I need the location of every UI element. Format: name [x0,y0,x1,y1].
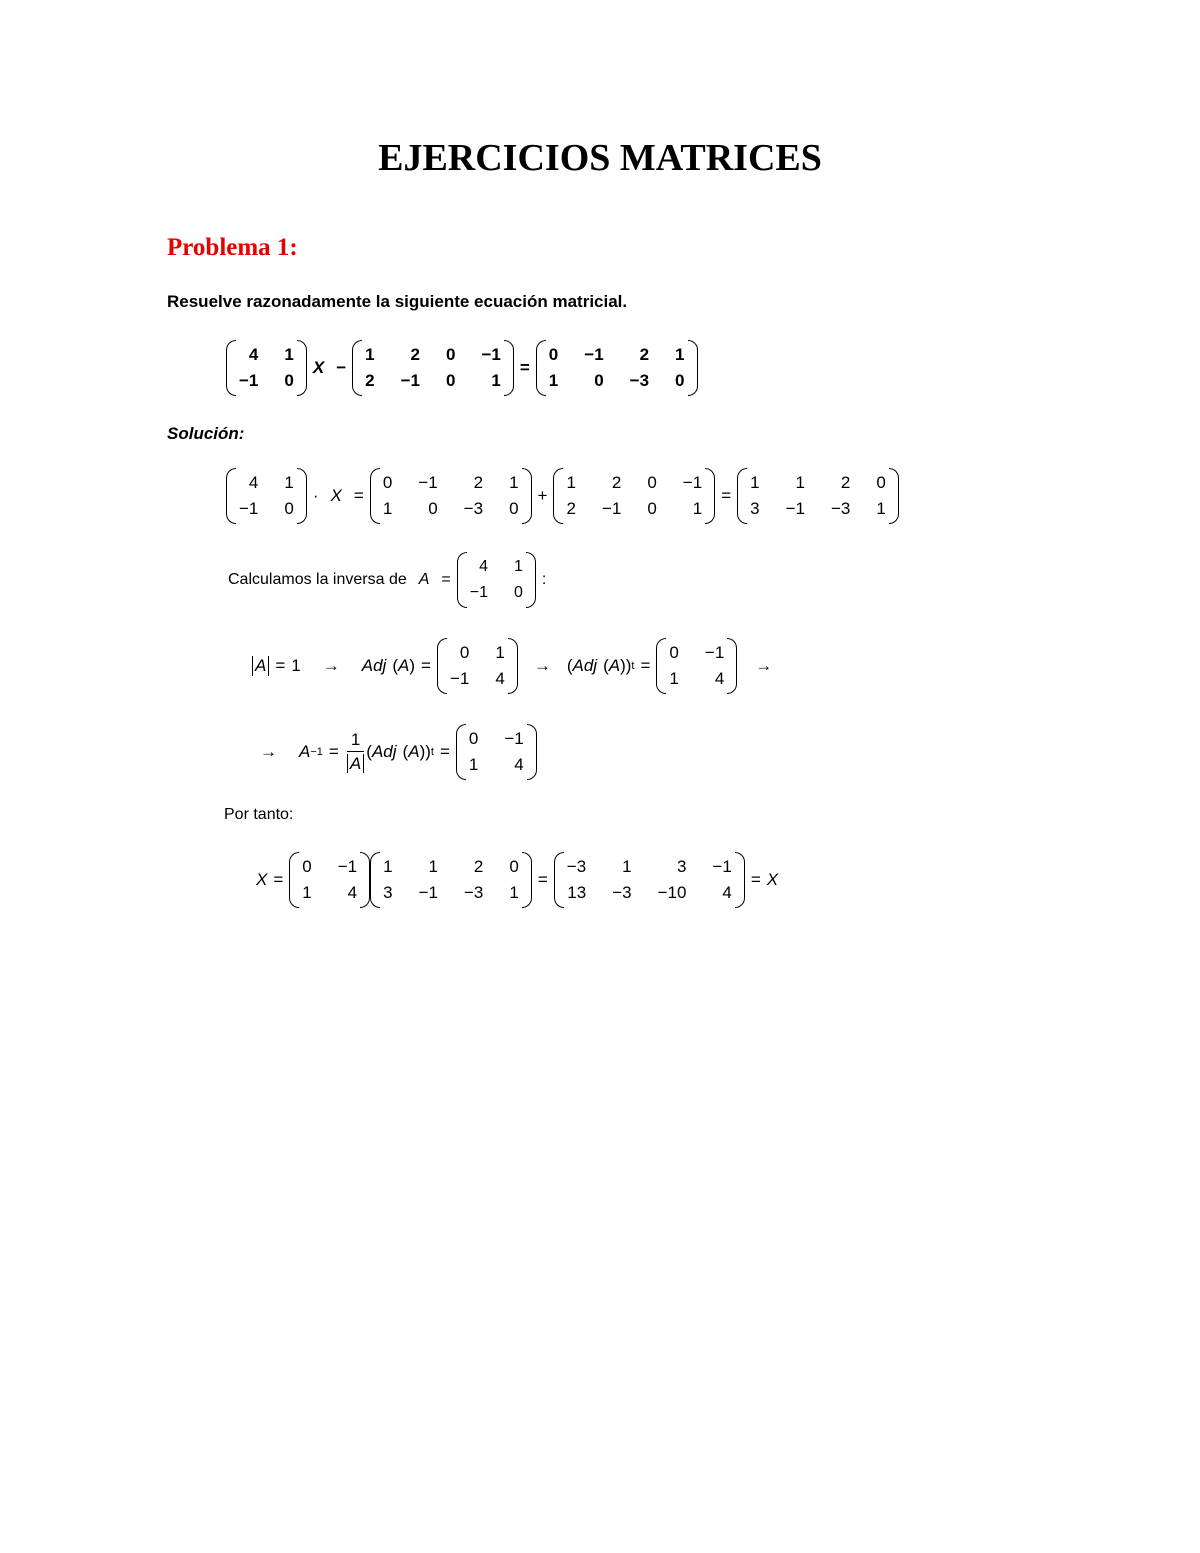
matrix-cell: 0 [302,857,312,876]
matrix [457,552,536,608]
matrix-body [236,340,297,396]
right-parenthesis [297,468,307,524]
matrix-cell: −3 [463,499,484,518]
original-equation [226,340,698,396]
matrix-cell: 1 [365,345,375,364]
matrix-cell: 1 [284,345,294,364]
variable-x: X [312,358,325,377]
matrix-cell: 1 [876,499,886,518]
matrix-body [546,340,688,396]
determinant-a: A [252,656,269,676]
matrix-cell: 1 [495,643,505,662]
matrix-cell: −1 [449,669,470,688]
left-parenthesis [226,468,236,524]
right-parenthesis [297,340,307,396]
minus-sign: − [336,358,347,377]
transpose-mark: t [430,746,434,758]
arrow-icon: → [260,742,277,761]
arrow-icon: → [755,656,773,675]
equals-sign: = [273,870,284,889]
matrix-cell: −1 [469,584,489,601]
matrix-cell: 1 [382,499,393,518]
matrix-cell: 4 [722,883,732,902]
matrix-cell: 2 [840,473,851,492]
left-parenthesis [370,852,380,908]
left-parenthesis [289,852,299,908]
fraction [347,729,364,776]
variable-a: A [418,571,430,588]
determinant-value: 1 [291,656,301,675]
matrix-cell: 4 [248,345,259,364]
matrix-cell: 1 [514,558,523,575]
variable-x: X [256,870,268,889]
matrix-cell: 0 [647,473,657,492]
right-parenthesis [360,852,370,908]
paren-open: ( [392,656,398,675]
left-parenthesis [370,468,380,524]
variable-a: A [608,656,621,675]
matrix-body [362,340,504,396]
inverse-formula [254,724,537,780]
matrix-cell: 1 [692,499,703,518]
matrix-cell: 4 [347,883,358,902]
matrix-cell: 2 [410,345,420,364]
matrix-cell: 1 [622,857,632,876]
matrix-cell: 3 [383,883,393,902]
matrix-cell: 13 [567,883,587,902]
inverse-exponent: −1 [310,746,323,758]
matrix [226,340,307,396]
matrix-body [380,468,522,524]
right-parenthesis [527,724,537,780]
paren-close: ) [409,656,416,675]
left-parenthesis [352,340,362,396]
variable-a: A [408,742,420,761]
paren-close: ) [625,656,632,675]
matrix-body [467,552,526,608]
matrix-cell: 0 [382,473,393,492]
matrix-cell: −1 [400,371,420,390]
paren-open: ( [603,656,609,675]
right-parenthesis [522,852,532,908]
matrix-cell: 2 [365,371,375,390]
matrix-cell: 0 [669,643,679,662]
arrow-icon: → [533,656,551,675]
adj-label: Adj [371,742,397,761]
matrix-cell: 0 [509,857,519,876]
matrix-cell: 4 [479,558,489,575]
matrix-cell: 1 [566,473,576,492]
matrix-body [747,468,889,524]
matrix-cell: 1 [795,473,805,492]
matrix-cell: −1 [481,345,501,364]
matrix-cell: −1 [337,857,358,876]
matrix-cell: 0 [514,584,523,601]
matrix-cell: 1 [675,345,685,364]
matrix-body [466,724,527,780]
determinant-a: A [347,754,364,773]
matrix-cell: −1 [712,857,732,876]
matrix-cell: −1 [704,643,725,662]
paren-close: ) [419,742,426,761]
equals-sign: = [439,742,450,761]
matrix [352,340,514,396]
matrix-cell: 0 [548,345,559,364]
inverse-text: Calculamos la inversa de [228,571,407,588]
left-parenthesis [457,552,467,608]
matrix-cell: 0 [446,371,456,390]
matrix-cell: −3 [830,499,851,518]
equals-sign: = [353,486,364,505]
variable-x: X [330,486,342,505]
matrix-cell: −1 [239,371,259,390]
right-parenthesis [889,468,899,524]
matrix-cell: 1 [669,669,679,688]
matrix-cell: 1 [491,371,501,390]
matrix-cell: 0 [509,499,519,518]
matrix-cell: −1 [504,729,524,748]
matrix-body [563,468,705,524]
paren-close: ) [620,656,626,675]
matrix [456,724,537,780]
equals-sign: = [640,656,651,675]
solution-label: Solución: [167,424,245,443]
matrix-cell: −3 [464,883,484,902]
matrix-cell: 2 [639,345,650,364]
adj-label: Adj [572,656,598,675]
left-parenthesis [554,852,564,908]
matrix [226,468,307,524]
matrix-cell: 0 [594,371,604,390]
matrix-cell: 0 [675,371,685,390]
page-title: EJERCICIOS MATRICES [378,137,822,179]
matrix-cell: 4 [514,755,524,774]
matrix-cell: −1 [601,499,622,518]
equals-sign: = [441,571,451,588]
matrix-cell: 4 [714,669,725,688]
equals-sign: = [537,870,548,889]
matrix-cell: −1 [418,883,438,902]
left-parenthesis [553,468,563,524]
transpose-mark: t [631,660,635,672]
matrix-cell: 0 [284,371,294,390]
right-parenthesis [688,340,698,396]
matrix-cell: 1 [302,883,312,902]
matrix-cell: 1 [548,371,559,390]
matrix-cell: 0 [284,499,294,518]
matrix-cell: −10 [657,883,687,902]
matrix [370,468,532,524]
matrix-cell: 2 [473,473,484,492]
equals-sign: = [750,870,761,889]
matrix-cell: 0 [468,729,479,748]
matrix [656,638,737,694]
colon: : [541,571,547,588]
matrix-cell: 3 [676,857,687,876]
matrix-body [666,638,727,694]
inverse-intro [228,552,552,608]
matrix-cell: −3 [612,883,632,902]
therefore-text: Por tanto: [224,806,294,823]
matrix-cell: 2 [473,857,484,876]
matrix-cell: 1 [468,755,479,774]
matrix-cell: 4 [248,473,259,492]
equals-sign: = [421,656,431,675]
adj-label: Adj [361,656,387,675]
matrix-cell: 4 [495,669,505,688]
left-parenthesis [437,638,447,694]
problem-statement: Resuelve razonadamente la siguiente ecuación matricial. [167,292,628,311]
equals-sign: = [721,486,732,505]
matrix [289,852,370,908]
left-parenthesis [456,724,466,780]
right-parenthesis [735,852,745,908]
matrix-cell: −1 [418,473,438,492]
adjoint-line [252,638,778,694]
matrix [370,852,532,908]
matrix [536,340,698,396]
right-parenthesis [504,340,514,396]
right-parenthesis [508,638,518,694]
matrix [437,638,518,694]
left-parenthesis [737,468,747,524]
matrix-cell: 1 [428,857,438,876]
equals-sign: = [519,358,530,377]
dot-operator: · [312,486,319,505]
matrix-cell: 0 [647,499,657,518]
matrix-cell: −1 [682,473,703,492]
fraction-numerator: 1 [347,729,364,752]
matrix-body [380,852,522,908]
matrix-cell: 0 [459,643,470,662]
matrix-cell: 1 [383,857,393,876]
matrix [554,852,745,908]
variable-a: A [398,656,410,675]
left-parenthesis [656,638,666,694]
rearranged-equation [226,468,899,524]
equals-sign: = [275,656,286,675]
matrix-cell: −3 [629,371,650,390]
matrix-cell: 0 [428,499,438,518]
matrix-cell: −1 [785,499,805,518]
matrix [553,468,715,524]
right-parenthesis [705,468,715,524]
matrix-cell: 2 [566,499,576,518]
matrix-cell: 1 [509,883,519,902]
matrix-cell: 1 [284,473,294,492]
equals-sign: = [328,742,339,761]
right-parenthesis [522,468,532,524]
plus-sign: + [537,486,548,505]
paren-open: ( [566,656,573,675]
left-parenthesis [226,340,236,396]
matrix-body [236,468,297,524]
matrix [737,468,899,524]
matrix-cell: −3 [566,857,587,876]
matrix-body [299,852,360,908]
matrix-cell: 3 [750,499,760,518]
matrix-body [447,638,508,694]
matrix-cell: 0 [876,473,886,492]
right-parenthesis [727,638,737,694]
matrix-cell: 1 [509,473,519,492]
left-parenthesis [536,340,546,396]
final-product [256,852,778,908]
variable-x: X [766,870,779,889]
paren-open: ( [366,742,372,761]
paren-open: ( [402,742,409,761]
matrix-cell: 0 [446,345,456,364]
paren-close: ) [425,742,431,761]
arrow-icon: → [322,656,340,675]
right-parenthesis [526,552,536,608]
matrix-cell: 2 [611,473,622,492]
matrix-cell: −1 [584,345,604,364]
problem-heading: Problema 1: [167,234,298,261]
matrix-cell: 1 [750,473,760,492]
matrix-body [564,852,735,908]
matrix-cell: −1 [239,499,259,518]
variable-a: A [299,742,311,761]
